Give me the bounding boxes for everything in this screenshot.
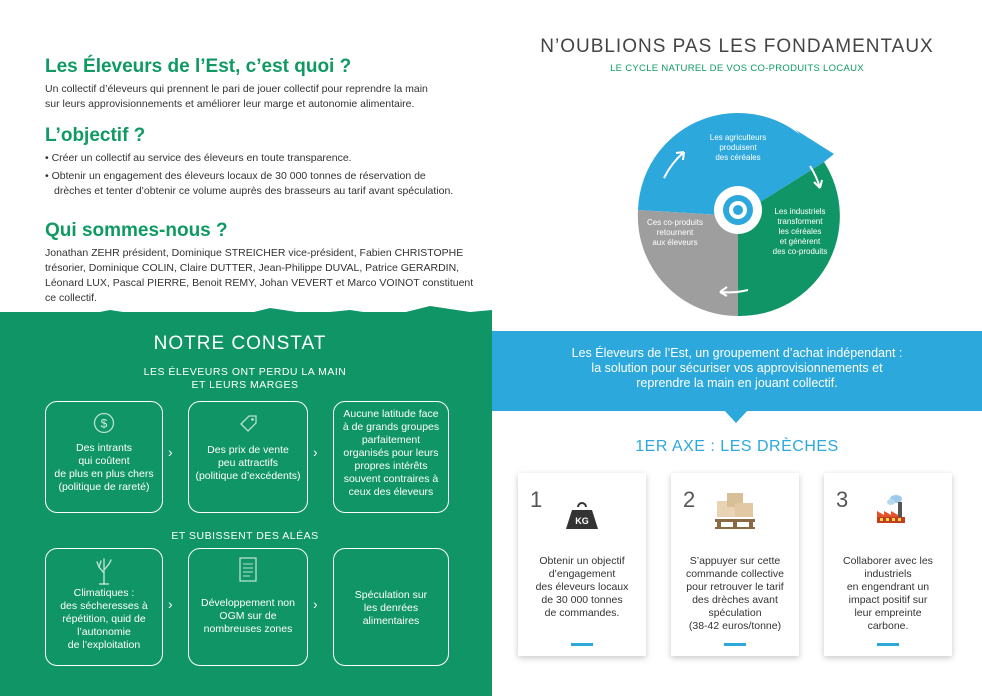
card-number: 2 — [683, 487, 696, 512]
banner-text — [492, 346, 982, 391]
card-accent-bar — [877, 643, 899, 646]
intro-section — [45, 56, 485, 112]
what-line-1: Un collectif d’éleveurs qui prennent le pari de jouer collectif pour reprendre la main — [45, 83, 428, 95]
objective-section — [45, 125, 490, 199]
constat-card-ogm — [188, 548, 308, 666]
objective-bullet-2a: • Obtenir un engagement des éleveurs locaux de 30 000 tonnes de réservation de — [45, 170, 426, 182]
banner-pointer — [724, 410, 748, 424]
chevron-right-icon: › — [168, 596, 173, 612]
chevron-right-icon: › — [168, 444, 173, 460]
card-groups-line: organisés pour leurs — [343, 447, 439, 459]
card-prices-line: Des prix de vente — [207, 444, 289, 456]
axe-card-3 — [824, 473, 952, 656]
document-icon — [238, 557, 258, 583]
card-climate-line: Climatiques : — [73, 587, 135, 599]
card-groups-line: à de grands groupes — [342, 421, 440, 433]
card-2-line: spéculation — [708, 607, 762, 619]
card-climate-line: des sécheresses à — [60, 600, 148, 612]
axe-card-1 — [518, 473, 646, 656]
torn-edge — [0, 300, 492, 332]
cycle-green-line: des co-produits — [772, 247, 828, 256]
card-prices-line: peu attractifs — [217, 457, 279, 469]
card-2-line: commande collective — [685, 568, 785, 580]
card-3-line: carbone. — [867, 620, 909, 632]
dollar-icon — [93, 412, 115, 434]
axe-title: 1ER AXE : LES DRÈCHES — [635, 438, 839, 455]
chevron-right-icon: › — [313, 596, 318, 612]
card-3-line: en engendrant un — [846, 581, 930, 593]
card-groups-line: souvent contraires à — [343, 473, 439, 485]
fundamentals-title: N’OUBLIONS PAS LES FONDAMENTAUX — [540, 36, 934, 57]
cycle-green-line: et génèrent — [779, 237, 821, 246]
pallet-boxes-icon — [713, 489, 757, 533]
card-groups-line: ceux des éleveurs — [348, 486, 434, 498]
banner-line-1: Les Éleveurs de l’Est, un groupement d’achat indépendant : — [571, 346, 903, 360]
cycle-label-gray — [640, 218, 710, 248]
who-section — [45, 220, 490, 306]
cycle-green-line: transforment — [777, 217, 823, 226]
dead-tree-icon — [93, 555, 115, 585]
card-prices-line: (politique d’excédents) — [195, 470, 301, 482]
cycle-blue-line: des céréales — [715, 153, 761, 162]
constat-card-speculation — [333, 548, 449, 666]
axe-card-2 — [671, 473, 799, 656]
card-1-text — [526, 555, 638, 620]
constat-card-climate — [45, 548, 163, 666]
card-inputs-line: qui coûtent — [78, 455, 130, 467]
card-groups-line: propres intérêts — [354, 460, 428, 472]
cycle-green-line: Les industriels — [774, 207, 826, 216]
card-climate-line: l’autonomie — [77, 626, 131, 638]
who-line-2: trésorier, Dominique COLIN, Claire DUTTER, Jean-Philippe DUVAL, Patrice GERARDIN, — [45, 262, 460, 274]
constat-title: NOTRE CONSTAT — [153, 333, 327, 354]
constat-card-groups — [333, 401, 449, 513]
heading-who: Qui sommes-nous ? — [45, 220, 228, 241]
card-number: 3 — [836, 487, 849, 512]
cycle-green-line: les céréales — [778, 227, 822, 236]
card-1-line: de 30 000 tonnes — [541, 594, 623, 606]
card-2-line: des drèches avant — [692, 594, 778, 606]
svg-text:KG: KG — [575, 516, 589, 526]
constat-card-inputs — [45, 401, 163, 513]
constat-subtitle-1 — [0, 366, 490, 392]
price-tag-icon — [235, 410, 261, 436]
banner-line-3: reprendre la main en jouant collectif. — [636, 376, 838, 390]
card-3-text — [832, 555, 944, 633]
who-line-3: Léonard LUX, Pascal PIERRE, Benoit REMY, Johan VEVERT et Marco VOINOT constituent — [45, 277, 474, 289]
card-groups-line: Aucune latitude face — [343, 408, 439, 420]
card-speculation-line: les denrées — [363, 602, 419, 614]
card-number: 1 — [530, 487, 543, 512]
card-accent-bar — [571, 643, 593, 646]
card-speculation-line: alimentaires — [362, 615, 420, 627]
card-3-line: leur empreinte — [854, 607, 922, 619]
constat-subtitle-2: ET SUBISSENT DES ALÉAS — [171, 530, 319, 542]
cycle-gray-line: aux éleveurs — [652, 238, 698, 247]
objective-bullet-2b: drèches et tenter d’obtenir ce volume auprès des brasseurs au tarif avant spéculation. — [54, 185, 454, 197]
card-inputs-line: de plus en plus chers — [54, 468, 154, 480]
card-climate-line: de l’exploitation — [67, 639, 141, 651]
cycle-label-green — [762, 207, 838, 257]
cycle-label-blue — [700, 133, 776, 163]
card-accent-bar — [724, 643, 746, 646]
who-line-4: ce collectif. — [45, 292, 97, 304]
svg-text:$: $ — [100, 416, 108, 431]
card-inputs-line: (politique de rareté) — [58, 481, 150, 493]
card-ogm-line: OGM sur de — [219, 610, 277, 622]
cycle-gray-line: Ces co-produits — [646, 218, 704, 227]
who-line-1: Jonathan ZEHR président, Dominique STREICHER vice-président, Fabien CHRISTOPHE — [45, 247, 464, 259]
card-inputs-line: Des intrants — [75, 442, 133, 454]
cycle-blue-line: Les agriculteurs — [709, 133, 767, 142]
card-climate-line: répétition, quid de — [62, 613, 146, 625]
objective-bullet-1: • Créer un collectif au service des éleveurs en toute transparence. — [45, 152, 352, 164]
card-speculation-line: Spéculation sur — [354, 589, 428, 601]
cycle-gray-line: retournent — [656, 228, 694, 237]
constat-card-prices — [188, 401, 308, 513]
factory-icon — [874, 493, 908, 527]
heading-what: Les Éleveurs de l’Est, c’est quoi ? — [45, 56, 352, 77]
kg-weight-icon — [564, 501, 600, 531]
card-3-line: impact positif sur — [848, 594, 928, 606]
banner-line-2: la solution pour sécuriser vos approvisionnements et — [591, 361, 883, 375]
card-2-line: pour retrouver le tarif — [686, 581, 784, 593]
card-1-line: de commandes. — [544, 607, 620, 619]
subtitle-1-line-2: ET LEURS MARGES — [191, 379, 299, 391]
chevron-right-icon: › — [313, 444, 318, 460]
card-2-line: (38-42 euros/tonne) — [688, 620, 782, 632]
card-ogm-line: nombreuses zones — [203, 623, 293, 635]
subtitle-1-line-1: LES ÉLEVEURS ONT PERDU LA MAIN — [143, 366, 347, 378]
card-3-line: industriels — [864, 568, 912, 580]
card-groups-line: parfaitement — [361, 434, 421, 446]
card-1-line: Obtenir un objectif — [539, 555, 625, 567]
card-2-text — [679, 555, 791, 633]
card-3-line: Collaborer avec les — [843, 555, 933, 567]
card-2-line: S’appuyer sur cette — [689, 555, 781, 567]
fundamentals-subtitle: LE CYCLE NATUREL DE VOS CO-PRODUITS LOCAUX — [610, 63, 864, 74]
what-line-2: sur leurs approvisionnements et améliorer leur marge et autonomie alimentaire. — [45, 98, 415, 110]
cycle-blue-line: produisent — [719, 143, 757, 152]
card-ogm-line: Développement non — [201, 597, 295, 609]
heading-objective: L’objectif ? — [45, 125, 146, 146]
card-1-line: des éleveurs locaux — [535, 581, 629, 593]
card-1-line: d’engagement — [548, 568, 616, 580]
